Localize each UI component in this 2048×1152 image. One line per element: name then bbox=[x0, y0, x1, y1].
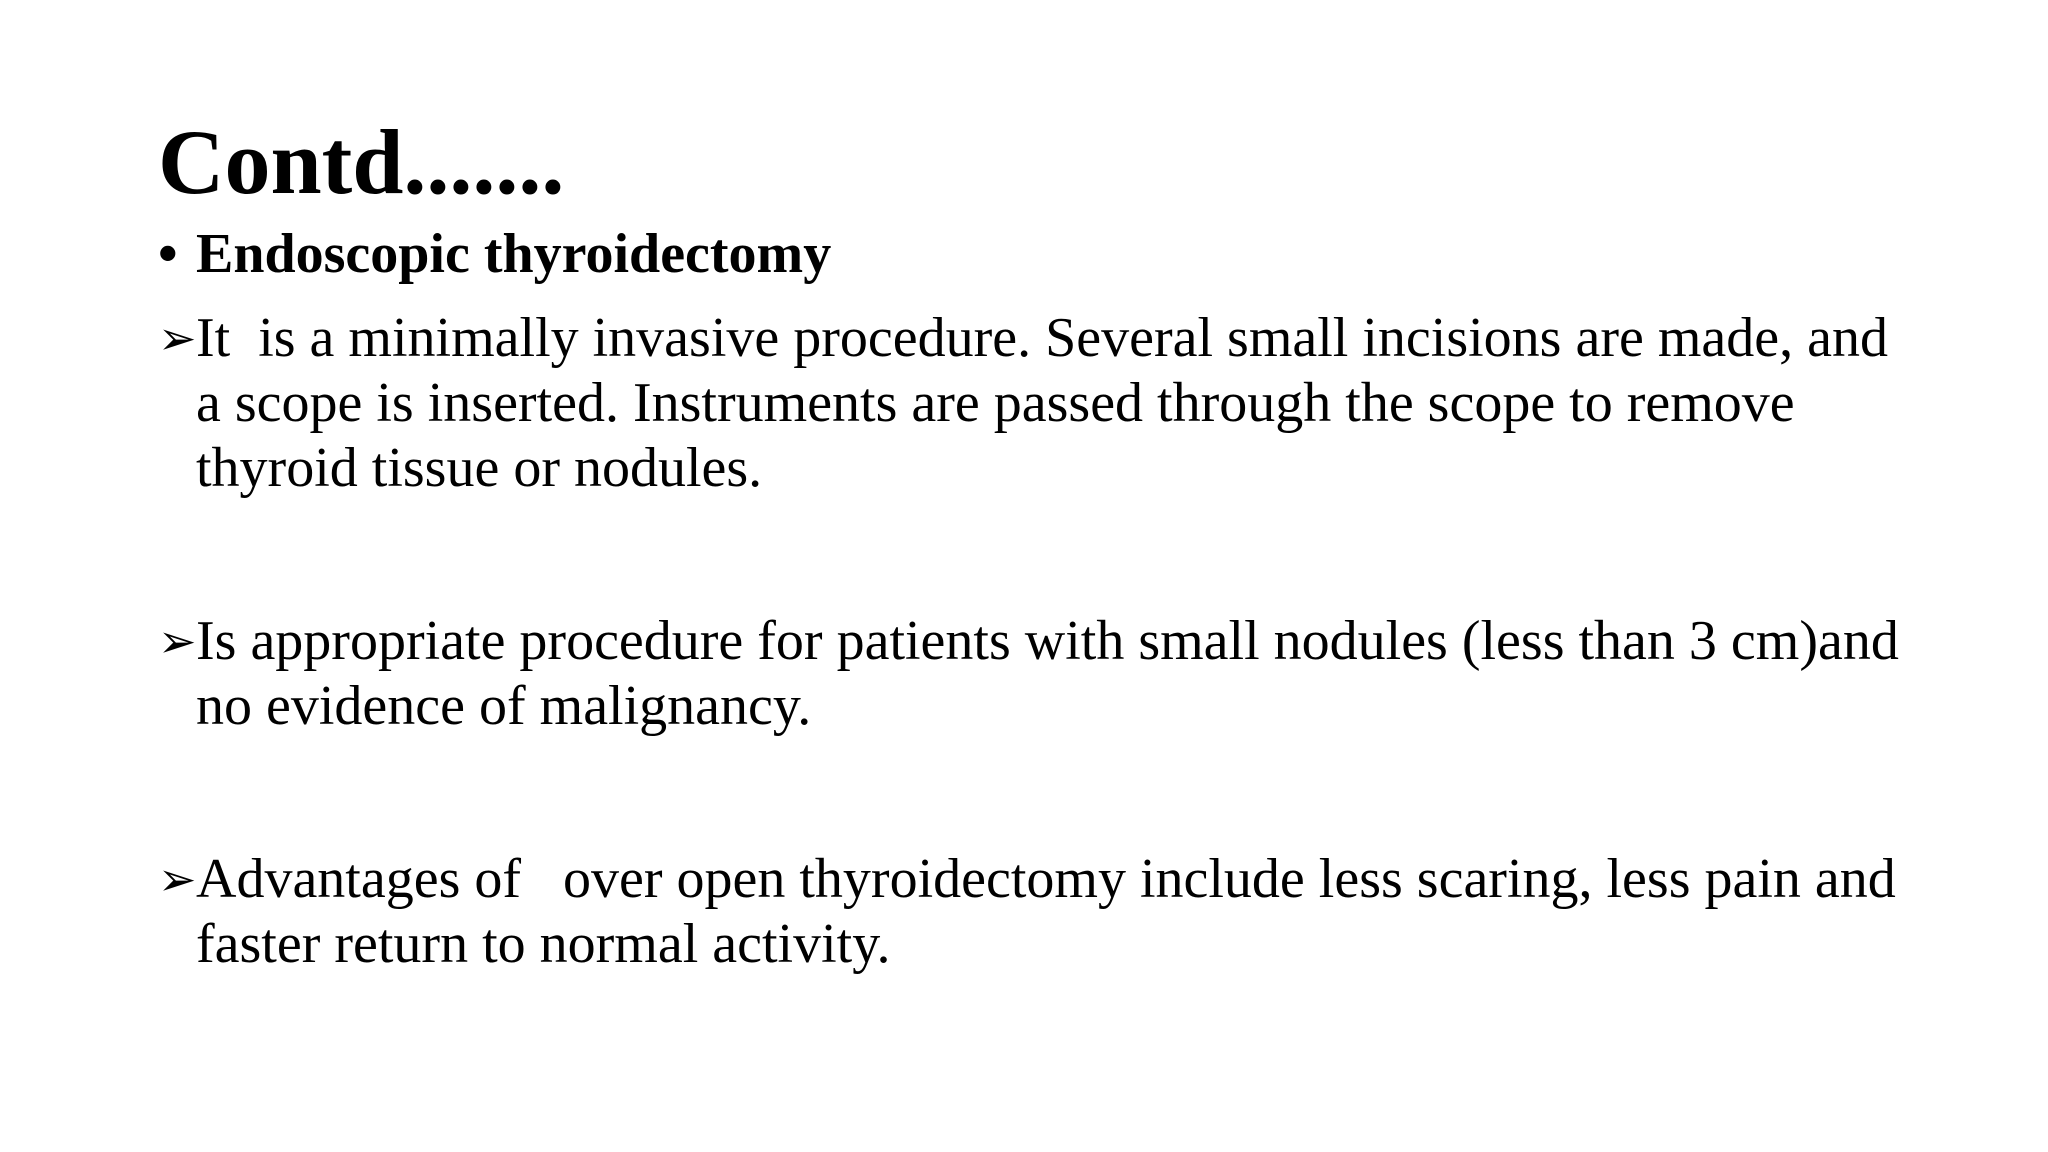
section-heading: Endoscopic thyroidectomy bbox=[196, 223, 832, 285]
point-item bbox=[158, 306, 1918, 501]
slide-title: Contd....... bbox=[158, 111, 565, 213]
point-text: Is appropriate procedure for patients with small nodules (less than 3 cm)and no evidence of malignancy. bbox=[196, 610, 1913, 737]
point-item bbox=[158, 609, 1918, 739]
arrow-bullet-icon: ➢ bbox=[158, 311, 197, 365]
slide-content bbox=[158, 218, 1918, 977]
heading-bullet-item bbox=[158, 218, 1918, 290]
point-text: Advantages of over open thyroidectomy include less scaring, less pain and faster return to normal activity. bbox=[196, 848, 1910, 975]
point-text: It is a minimally invasive procedure. Several small incisions are made, and a scope is inserted. Instruments are passed through the scope to remove thyroid tissue or nodules. bbox=[196, 307, 1902, 499]
arrow-bullet-icon: ➢ bbox=[158, 852, 197, 906]
arrow-bullet-icon: ➢ bbox=[158, 614, 197, 668]
bullet-dot-icon: • bbox=[158, 223, 178, 285]
point-item bbox=[158, 847, 1918, 977]
